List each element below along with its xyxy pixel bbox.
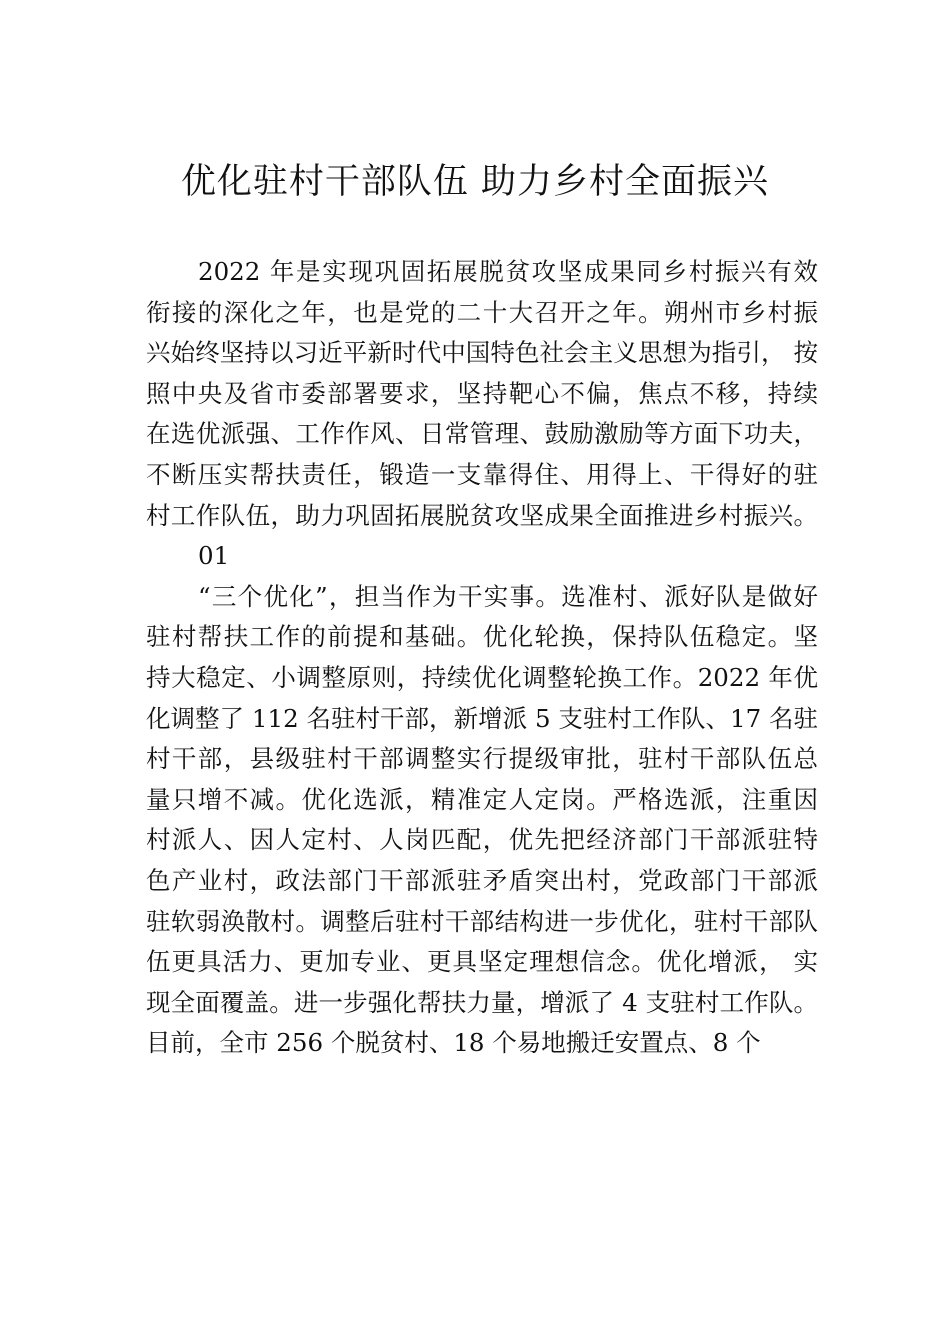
paragraph-line: 伍更具活力、更加专业、更具坚定理想信念。优化增派， 实 xyxy=(146,947,818,977)
paragraph-line: 不断压实帮扶责任，锻造一支靠得住、用得上、干得好的驻 xyxy=(146,459,818,489)
paragraph-line: 目前，全市 256 个脱贫村、18 个易地搬迁安置点、8 个 xyxy=(146,1028,761,1058)
document-body xyxy=(146,252,818,1064)
paragraph-line: 现全面覆盖。进一步强化帮扶力量，增派了 4 支驻村工作队。 xyxy=(146,987,818,1017)
paragraph-line: 衔接的深化之年，也是党的二十大召开之年。朔州市乡村振 xyxy=(146,297,818,327)
section-number: 01 xyxy=(198,541,230,571)
document-title: 优化驻村干部队伍 助力乡村全面振兴 xyxy=(180,162,770,202)
paragraph-line: 驻软弱涣散村。调整后驻村干部结构进一步优化，驻村干部队 xyxy=(146,906,818,936)
paragraph-line: 在选优派强、工作作风、日常管理、鼓励激励等方面下功夫， xyxy=(146,419,818,449)
paragraph-line: 照中央及省市委部署要求，坚持靶心不偏，焦点不移，持续 xyxy=(146,378,818,408)
paragraph-line: 兴始终坚持以习近平新时代中国特色社会主义思想为指引， 按 xyxy=(146,338,818,368)
paragraph-line: 持大稳定、小调整原则，持续优化调整轮换工作。2022 年优 xyxy=(146,662,818,692)
paragraph-line: 2022 年是实现巩固拓展脱贫攻坚成果同乡村振兴有效 xyxy=(198,257,818,286)
paragraph-line: 化调整了 112 名驻村干部，新增派 5 支驻村工作队、17 名驻 xyxy=(146,703,818,733)
paragraph-line: 驻村帮扶工作的前提和基础。优化轮换，保持队伍稳定。坚 xyxy=(146,622,818,652)
paragraph-line: 量只增不减。优化选派，精准定人定岗。严格选派，注重因 xyxy=(146,784,818,814)
paragraph-line: 色产业村，政法部门干部派驻矛盾突出村，党政部门干部派 xyxy=(146,865,818,895)
paragraph-line: 村工作队伍，助力巩固拓展脱贫攻坚成果全面推进乡村振兴。 xyxy=(146,500,818,530)
paragraph-line: 村干部，县级驻村干部调整实行提级审批，驻村干部队伍总 xyxy=(146,744,818,774)
paragraph-line: 村派人、因人定村、人岗匹配，优先把经济部门干部派驻特 xyxy=(146,825,818,855)
paragraph-line: “三个优化”，担当作为干实事。选准村、派好队是做好 xyxy=(198,581,818,611)
